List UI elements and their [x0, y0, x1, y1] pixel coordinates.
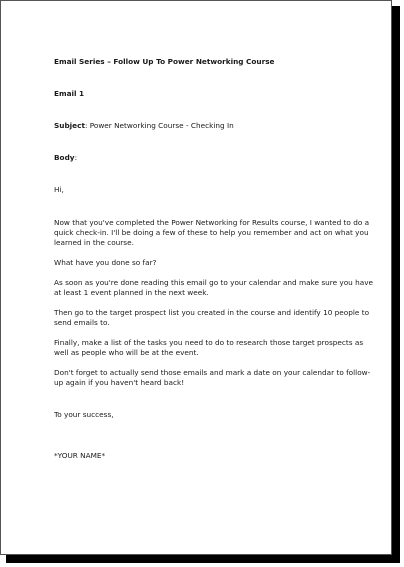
body-label: Body	[54, 153, 75, 162]
body-paragraph: As soon as you're done reading this email go to your calendar and make sure you have at least 1 event planned in the next week.	[54, 278, 374, 297]
body-heading	[54, 153, 374, 163]
body-paragraph: Then go to the target prospect list you created in the course and identify 10 people to send emails to.	[54, 308, 370, 327]
body-colon: :	[74, 153, 78, 162]
signature: *YOUR NAME*	[54, 451, 106, 460]
subject-text: : Power Networking Course - Checking In	[84, 121, 234, 130]
signoff: To your success,	[54, 410, 114, 419]
page-shadow-bottom	[6, 555, 400, 563]
page-shadow-right	[392, 6, 400, 561]
body-paragraph: Finally, make a list of the tasks you need to do to research those target prospects as well as people who will be at the event.	[54, 338, 364, 357]
subject-line	[54, 121, 374, 131]
greeting: Hi,	[54, 185, 64, 194]
document-title: Email Series – Follow Up To Power Networking Course	[54, 57, 275, 66]
body-paragraph: Now that you've completed the Power Networking for Results course, I wanted to do a quick check-in. I'll be doing a few of these to help you remember and act on what you learned in the course.	[54, 218, 370, 247]
email-number: Email 1	[54, 89, 85, 98]
subject-label: Subject	[54, 121, 85, 130]
email-content	[54, 57, 374, 461]
body-paragraph: Don't forget to actually send those emails and mark a date on your calendar to follow-up again if you haven't heard back!	[54, 368, 371, 387]
body-paragraph: What have you done so far?	[54, 258, 157, 267]
